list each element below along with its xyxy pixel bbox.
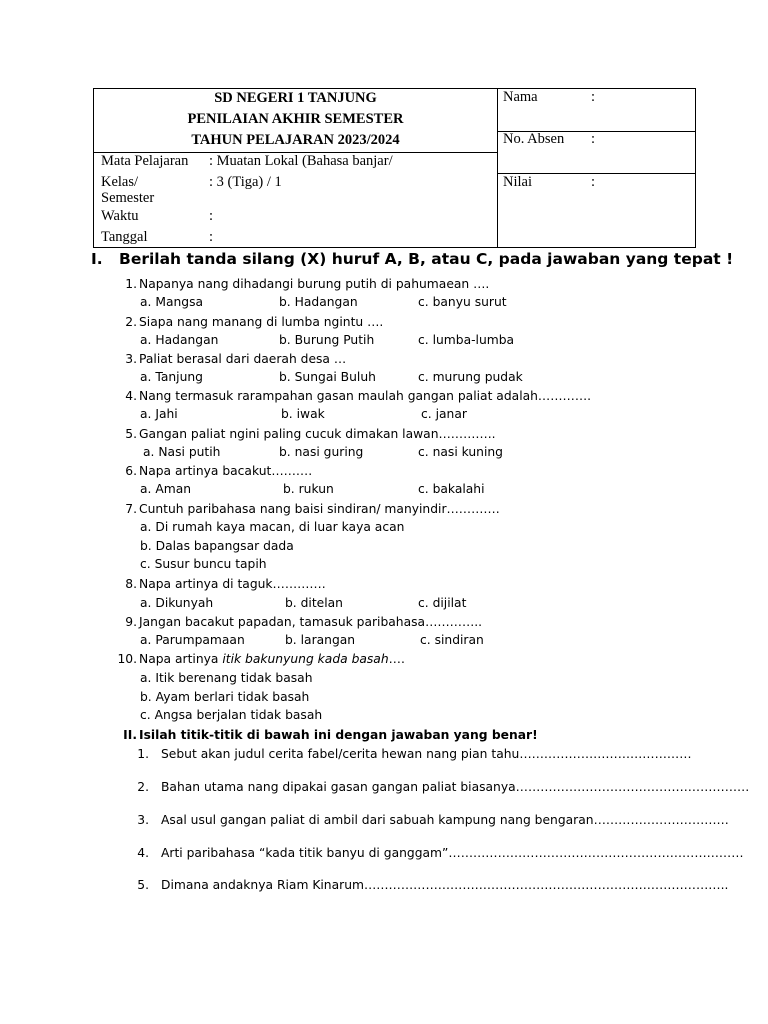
section-2-number: II. (123, 728, 137, 742)
option-c[interactable]: c. bakalahi (418, 482, 485, 496)
option-b[interactable]: b. nasi guring (279, 445, 364, 459)
option-c[interactable]: c. janar (421, 407, 467, 421)
option-a[interactable]: a. Jahi (140, 407, 178, 421)
item-number: 1. (137, 747, 149, 761)
score-field[interactable]: : (591, 174, 596, 190)
item-text: Bahan utama nang dipakai gasan gangan paliat biasanya………………………………………………… (161, 780, 750, 794)
name-field[interactable]: : (591, 89, 596, 105)
class-label: Kelas/ (101, 174, 139, 190)
time-value: : (209, 208, 214, 224)
option-b[interactable]: b. iwak (281, 407, 325, 421)
question-number: 7. (125, 502, 137, 516)
option-c[interactable]: c. Susur buncu tapih (140, 557, 267, 571)
question-text: Nang termasuk rarampahan gasan maulah gangan paliat adalah…………. (139, 389, 592, 403)
question-text: Gangan paliat ngini paling cucuk dimakan lawan………….. (139, 427, 496, 441)
option-a[interactable]: a. Di rumah kaya macan, di luar kaya acan (140, 520, 405, 534)
option-b[interactable]: b. Sungai Buluh (279, 370, 376, 384)
question-text: Napa artinya itik bakunyung kada basah…. (139, 652, 405, 666)
item-text: Asal usul gangan paliat di ambil dari sabuah kampung nang bengaran…………………………… (161, 813, 729, 827)
option-a[interactable]: a. Parumpamaan (140, 633, 245, 647)
header-table (93, 88, 696, 248)
question-number: 6. (125, 464, 137, 478)
exam-title: PENILAIAN AKHIR SEMESTER (187, 111, 404, 127)
option-b[interactable]: b. Burung Putih (279, 333, 375, 347)
section-1-title: Berilah tanda silang (X) huruf A, B, atau C, pada jawaban yang tepat ! (119, 250, 734, 268)
question-text: Napa artinya di taguk…………. (139, 577, 326, 591)
option-b[interactable]: b. Dalas bapangsar dada (140, 539, 294, 553)
date-label: Tanggal (101, 229, 148, 245)
question-text: Jangan bacakut papadan, tamasuk paribahasa………….. (139, 615, 483, 629)
option-a[interactable]: a. Tanjung (140, 370, 203, 384)
question-text: Napanya nang dihadangi burung putih di pahumaean …. (139, 277, 490, 291)
item-text: Dimana andaknya Riam Kinarum…………………………………………………………………………….. (161, 878, 729, 892)
date-value: : (209, 229, 214, 245)
question-number: 9. (125, 615, 137, 629)
option-a[interactable]: a. Mangsa (140, 295, 204, 309)
option-a[interactable]: a. Aman (140, 482, 192, 496)
question-number: 10. (117, 652, 137, 666)
option-a[interactable]: a. Dikunyah (140, 596, 214, 610)
question-number: 4. (125, 389, 137, 403)
question-text: Siapa nang manang di lumba ngintu …. (139, 315, 384, 329)
question-text: Cuntuh paribahasa nang baisi sindiran/ manyindir…………. (139, 502, 500, 516)
item-number: 4. (137, 846, 149, 860)
option-c[interactable]: c. dijilat (418, 596, 467, 610)
section-1-number: I. (91, 250, 103, 268)
section-2-title: Isilah titik-titik di bawah ini dengan jawaban yang benar! (139, 728, 538, 742)
name-label: Nama (503, 89, 538, 105)
absen-label: No. Absen (503, 131, 565, 147)
score-label: Nilai (503, 174, 532, 190)
question-number: 5. (125, 427, 137, 441)
item-number: 2. (137, 780, 149, 794)
option-b[interactable]: b. Ayam berlari tidak basah (140, 690, 310, 704)
option-c[interactable]: c. lumba-lumba (418, 333, 515, 347)
option-c[interactable]: c. murung pudak (418, 370, 523, 384)
item-text: Arti paribahasa “kada titik banyu di ganggam”……………………………………………………………… (161, 846, 744, 860)
option-c[interactable]: c. nasi kuning (418, 445, 503, 459)
time-label: Waktu (101, 208, 139, 224)
question-number: 1. (125, 277, 137, 291)
question-text: Napa artinya bacakut………. (139, 464, 313, 478)
question-number: 3. (125, 352, 137, 366)
option-c[interactable]: c. Angsa berjalan tidak basah (140, 708, 323, 722)
item-text: Sebut akan judul cerita fabel/cerita hewan nang pian tahu…………………………………… (161, 747, 692, 761)
item-number: 3. (137, 813, 149, 827)
option-b[interactable]: b. rukun (283, 482, 334, 496)
item-number: 5. (137, 878, 149, 892)
class-value: : 3 (Tiga) / 1 (209, 174, 282, 190)
absen-field[interactable]: : (591, 131, 596, 147)
option-c[interactable]: c. sindiran (420, 633, 484, 647)
semester-label: Semester (101, 190, 155, 206)
option-b[interactable]: b. ditelan (285, 596, 343, 610)
option-b[interactable]: b. Hadangan (279, 295, 358, 309)
option-a[interactable]: a. Hadangan (140, 333, 219, 347)
question-text: Paliat berasal dari daerah desa … (139, 352, 347, 366)
table-divider (497, 89, 498, 247)
question-number: 2. (125, 315, 137, 329)
question-number: 8. (125, 577, 137, 591)
school-name: SD NEGERI 1 TANJUNG (214, 90, 377, 106)
option-c[interactable]: c. banyu surut (418, 295, 507, 309)
option-a[interactable]: a. Itik berenang tidak basah (140, 671, 313, 685)
option-b[interactable]: b. larangan (285, 633, 356, 647)
subject-label: Mata Pelajaran (101, 153, 189, 169)
school-year: TAHUN PELAJARAN 2023/2024 (191, 132, 400, 148)
subject-value: : Muatan Lokal (Bahasa banjar/ (209, 153, 393, 169)
option-a[interactable]: a. Nasi putih (143, 445, 221, 459)
